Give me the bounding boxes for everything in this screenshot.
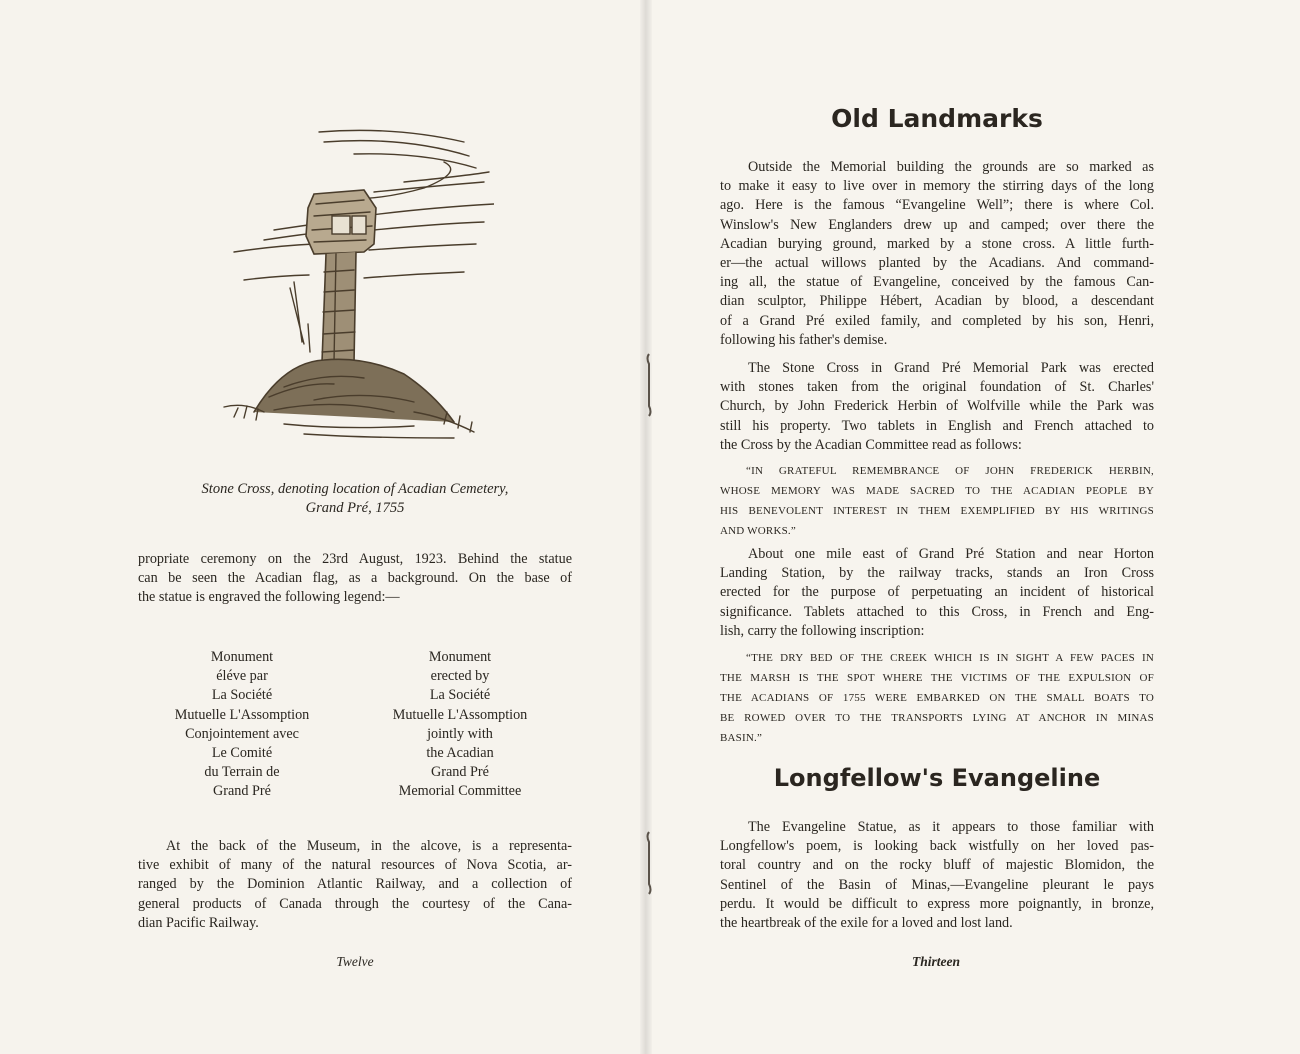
legend-line: Le Comité <box>211 745 273 762</box>
text-line: ago. Here is the famous “Evangeline Well”; there is where Col. <box>720 197 1154 214</box>
text-line: the Cross by the Acadian Committee read as follows: <box>720 436 1022 453</box>
paragraph-iron-cross <box>720 545 1154 641</box>
page-number: Twelve <box>336 954 374 969</box>
legend-line: La Société <box>211 687 273 704</box>
text-line: dian sculptor, Philippe Hébert, Acadian by blood, a descendant <box>720 293 1154 310</box>
text-line: Church, by John Frederick Herbin of Wolfville while the Park was <box>720 398 1154 415</box>
text-line: Landing Station, by the railway tracks, stands an Iron Cross <box>720 565 1154 582</box>
text-line: At the back of the Museum, in the alcove, is a representa- <box>166 838 572 854</box>
legend-line: éléve par <box>216 668 268 685</box>
text-line: THE MARSH IS THE SPOT WHERE THE VICTIMS OF THE EXPULSION OF <box>720 672 1154 684</box>
caption-line: Grand Pré, 1755 <box>305 500 405 516</box>
legend-line: du Terrain de <box>204 764 280 781</box>
text-line: erected for the purpose of perpetuating an incident of historical <box>720 584 1154 601</box>
text-line: BASIN.” <box>720 732 763 744</box>
legend-line: Monument <box>210 649 274 665</box>
heading-old-landmarks: Old Landmarks <box>831 104 1043 133</box>
heading-longfellows-evangeline: Longfellow's Evangeline <box>773 764 1101 792</box>
legend-line: Mutuelle L'Assomption <box>174 706 310 723</box>
text-line: propriate ceremony on the 23rd August, 1923. Behind the statue <box>138 551 572 567</box>
illustration-caption <box>140 480 570 518</box>
legend-line: Conjointement avec <box>185 725 299 742</box>
legend-english <box>372 648 548 802</box>
text-line: tive exhibit of many of the natural resources of Nova Scotia, ar- <box>138 857 572 874</box>
text-line: to make it easy to live over in memory the stirring days of the long <box>720 178 1154 195</box>
text-line: Outside the Memorial building the grounds are so marked as <box>748 159 1154 175</box>
text-line: BE ROWED OVER TO THE TRANSPORTS LYING AT ANCHOR IN MINAS <box>720 712 1154 724</box>
left-page <box>0 0 646 1054</box>
paragraph-statue-ceremony <box>138 550 572 608</box>
tablet-inscription-expulsion <box>720 648 1154 748</box>
text-line: About one mile east of Grand Pré Station and near Horton <box>748 546 1154 562</box>
legend-line: Mutuelle L'Assomption <box>392 706 528 723</box>
text-line: Winslow's New Englanders drew up and camped; over there the <box>720 216 1154 233</box>
text-line: lish, carry the following inscription: <box>720 622 925 639</box>
text-line: following his father's demise. <box>720 331 888 348</box>
tablet-inscription-herbin <box>720 461 1154 541</box>
text-line: Acadian burying ground, marked by a stone cross. A little furth- <box>720 235 1154 252</box>
legend-line: jointly with <box>427 725 493 742</box>
text-line: can be seen the Acadian flag, as a background. On the base of <box>138 570 572 587</box>
text-line: ranged by the Dominion Atlantic Railway, and a collection of <box>138 876 572 893</box>
text-line: “IN GRATEFUL REMEMBRANCE OF JOHN FREDERICK HERBIN, <box>746 465 1154 477</box>
text-line: WHOSE MEMORY WAS MADE SACRED TO THE ACADIAN PEOPLE BY <box>720 485 1154 497</box>
legend-line: Grand Pré <box>213 783 271 800</box>
page-number: Thirteen <box>911 954 960 969</box>
text-line: toral country and on the rocky bluff of majestic Blomidon, the <box>720 857 1154 874</box>
legend-line: La Société <box>429 687 491 704</box>
text-line: the heartbreak of the exile for a loved and lost land. <box>720 915 1013 932</box>
text-line: significance. Tablets attached to this Cross, in French and Eng- <box>720 603 1154 620</box>
text-line: The Stone Cross in Grand Pré Memorial Park was erected <box>748 360 1154 376</box>
text-line: dian Pacific Railway. <box>138 914 259 931</box>
legend-french <box>152 648 332 802</box>
paragraph-stone-cross <box>720 359 1154 455</box>
caption-line: Stone Cross, denoting location of Acadian Cemetery, <box>201 481 509 497</box>
staple <box>645 830 653 896</box>
text-line: AND WORKS.” <box>720 525 796 537</box>
paragraph-memorial-grounds <box>720 158 1154 350</box>
legend-line: erected by <box>430 668 490 685</box>
text-line: “THE DRY BED OF THE CREEK WHICH IS IN SIGHT A FEW PACES IN <box>746 652 1154 664</box>
text-line: perdu. It would be difficult to express more poignantly, in bronze, <box>720 895 1154 912</box>
staple <box>645 352 653 418</box>
text-line: THE ACADIANS OF 1755 WERE EMBARKED ON THE SMALL BOATS TO <box>720 692 1154 704</box>
text-line: still his property. Two tablets in English and French attached to <box>720 417 1154 434</box>
legend-line: Monument <box>428 649 492 665</box>
text-line: with stones taken from the original foundation of St. Charles' <box>720 379 1154 396</box>
paragraph-museum-exhibit <box>138 837 572 933</box>
text-line: general products of Canada through the courtesy of the Cana- <box>138 895 572 912</box>
text-line: ing all, the statue of Evangeline, conceived by the famous Can- <box>720 274 1154 291</box>
stone-cross-illustration <box>214 112 494 447</box>
legend-line: the Acadian <box>426 745 494 762</box>
legend-line: Memorial Committee <box>398 783 522 800</box>
text-line: the statue is engraved the following legend:— <box>138 589 400 606</box>
text-line: Longfellow's poem, is looking back wistfully on her loved pas- <box>720 838 1154 855</box>
text-line: The Evangeline Statue, as it appears to those familiar with <box>748 819 1154 835</box>
text-line: Sentinel of the Basin of Minas,—Evangeline pleurant le pays <box>720 876 1154 893</box>
text-line: HIS BENEVOLENT INTEREST IN THEM EXEMPLIFIED BY HIS WRITINGS <box>720 505 1154 517</box>
text-line: of a Grand Pré exiled family, and completed by his son, Henri, <box>720 312 1154 329</box>
text-line: er—the actual willows planted by the Acadians. And command- <box>720 255 1154 272</box>
paragraph-evangeline-statue <box>720 818 1154 933</box>
legend-line: Grand Pré <box>431 764 489 781</box>
